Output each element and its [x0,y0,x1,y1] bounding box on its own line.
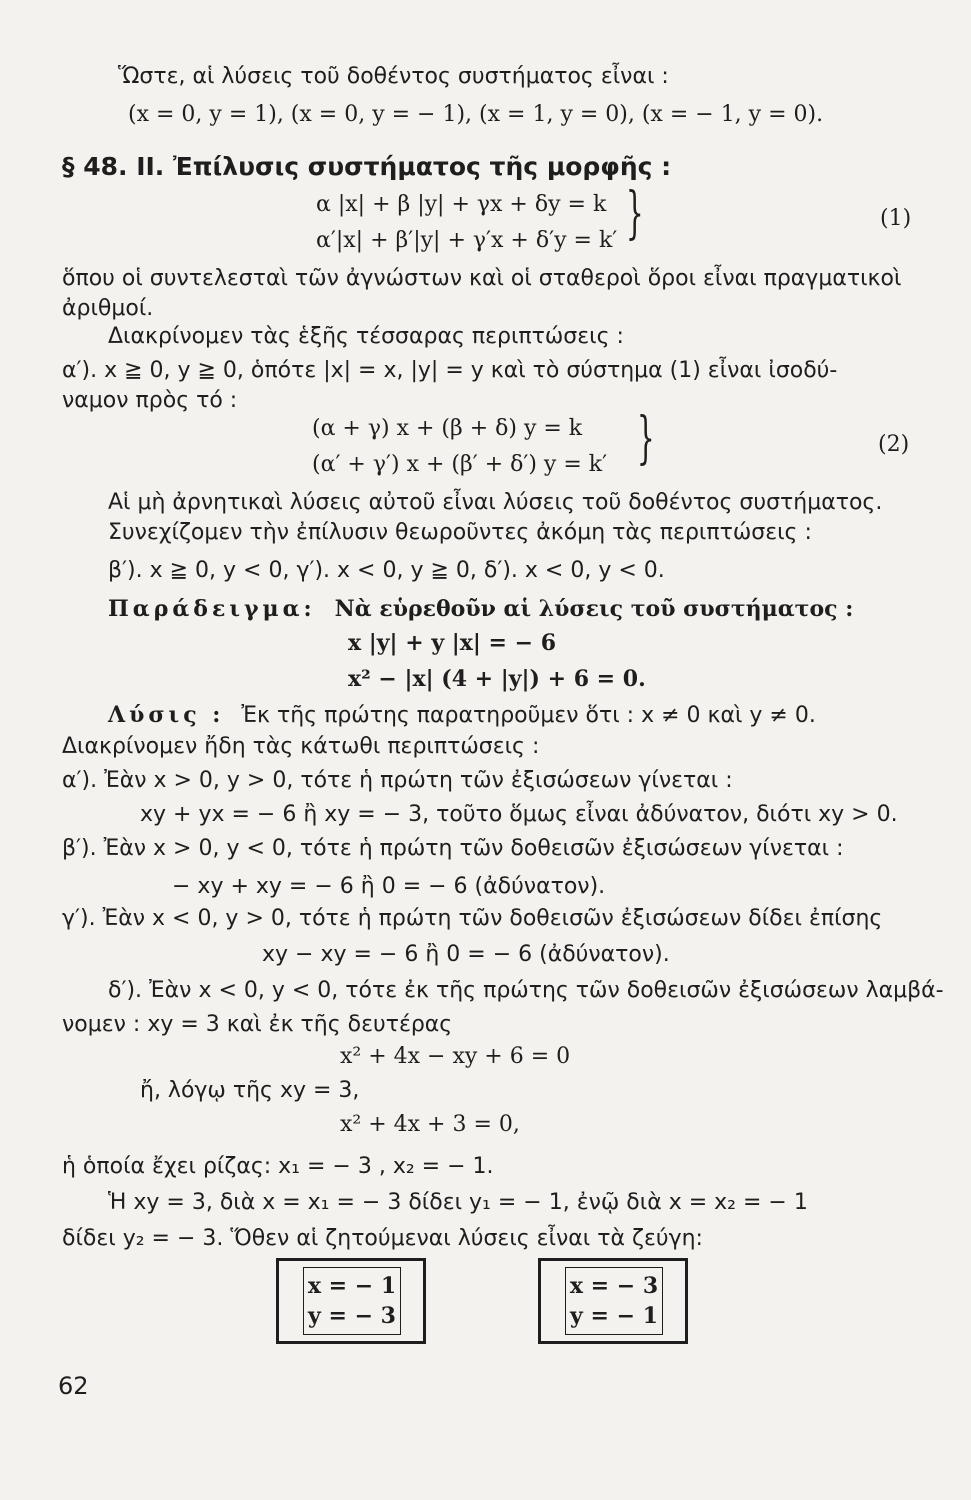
answer-1-y: y = − 3 [308,1303,396,1329]
example-eq2: x² − |x| (4 + |y|) + 6 = 0. [348,666,646,692]
equation-line: x² + 4x + 3 = 0, [340,1112,520,1137]
solution-line [108,700,816,731]
example-text: Νὰ εὑρεθοῦν αἱ λύσεις τοῦ συστήματος : [334,596,854,622]
answer-box-1-inner [303,1267,401,1335]
answer-1-x: x = − 1 [307,1273,397,1299]
example-line [108,594,853,625]
system1-eq2: α′|x| + β′|y| + γ′x + δ′y = k′ [316,228,618,253]
text-line: δίδει y₂ = − 3. Ὅθεν αἱ ζητούμεναι λύσεις εἶναι τὰ ζεύγη: [62,1226,703,1251]
text-line: ναμον πρὸς τό : [62,388,238,413]
text-line: Ὥστε, αἱ λύσεις τοῦ δοθέντος συστήματος εἶναι : [118,64,669,89]
text-line: α′). Ἐὰν x > 0, y > 0, τότε ἡ πρώτη τῶν ἐξισώσεων γίνεται : [62,768,733,793]
text-line: β′). Ἐὰν x > 0, y < 0, τότε ἡ πρώτη τῶν δοθεισῶν ἐξισώσεων γίνεται : [62,836,844,861]
answer-2-y: y = − 1 [570,1303,658,1329]
text-line: Ἡ xy = 3, διὰ x = x₁ = − 3 δίδει y₁ = − 1, ἐνῷ διὰ x = x₂ = − 1 [108,1190,808,1215]
system2-eq2: (α′ + γ′) x + (β′ + δ′) y = k′ [312,452,608,477]
example-label: Παράδειγμα: [108,596,316,622]
answer-box-2 [538,1258,688,1344]
text-line: Διακρίνομεν τὰς ἑξῆς τέσσαρας περιπτώσεις : [108,324,624,349]
text-line: β′). x ≧ 0, y < 0, γ′). x < 0, y ≧ 0, δ′). x < 0, y < 0. [108,558,665,583]
text-line: γ′). Ἐὰν x < 0, y > 0, τότε ἡ πρώτη τῶν δοθεισῶν ἐξισώσεων δίδει ἐπίσης [62,906,883,931]
text-line: ἤ, λόγῳ τῆς xy = 3, [140,1078,360,1103]
text-line: ὅπου οἱ συντελεσταὶ τῶν ἀγνώστων καὶ οἱ σταθεροὶ ὅροι εἶναι πραγματικοὶ [62,266,902,291]
brace: } [625,181,644,246]
text-line: Διακρίνομεν ἤδη τὰς κάτωθι περιπτώσεις : [62,734,540,759]
page-number: 62 [58,1372,89,1400]
system2-eq1: (α + γ) x + (β + δ) y = k [312,416,583,441]
answer-box-1 [276,1258,426,1344]
text-line: − xy + xy = − 6 ἢ 0 = − 6 (ἀδύνατον). [172,874,606,899]
text-line: xy + yx = − 6 ἢ xy = − 3, τοῦτο ὅμως εἶναι ἀδύνατον, διότι xy > 0. [140,802,898,827]
solution-text: Ἐκ τῆς πρώτης παρατηροῦμεν ὅτι : x ≠ 0 καὶ y ≠ 0. [241,703,816,728]
text-line: ἡ ὁποία ἔχει ρίζας: x₁ = − 3 , x₂ = − 1. [62,1154,494,1179]
brace: } [636,406,655,471]
answer-2-x: x = − 3 [569,1273,659,1299]
answer-box-2-inner [565,1267,663,1335]
text-line: ἀριθμοί. [62,296,154,321]
text-line: δ′). Ἐὰν x < 0, y < 0, τότε ἐκ τῆς πρώτης τῶν δοθεισῶν ἐξισώσεων λαμβά- [108,978,944,1003]
text-line: Συνεχίζομεν τὴν ἐπίλυσιν θεωροῦντες ἀκόμη τὰς περιπτώσεις : [108,520,812,545]
solution-label: Λύσις : [108,702,225,728]
solutions-list: (x = 0, y = 1), (x = 0, y = − 1), (x = 1, y = 0), (x = − 1, y = 0). [128,102,824,127]
section-heading: § 48. II. Ἐπίλυσις συστήματος τῆς μορφῆς : [62,152,672,181]
system1-eq1: α |x| + β |y| + γx + δy = k [316,192,607,217]
example-eq1: x |y| + y |x| = − 6 [348,630,557,656]
text-line: νομεν : xy = 3 καὶ ἐκ τῆς δευτέρας [62,1012,453,1037]
text-line: xy − xy = − 6 ἢ 0 = − 6 (ἀδύνατον). [262,942,670,967]
equation-line: x² + 4x − xy + 6 = 0 [340,1044,571,1069]
equation-number: (1) [880,206,912,231]
equation-number: (2) [878,432,910,457]
text-line: α′). x ≧ 0, y ≧ 0, ὁπότε |x| = x, |y| = y καὶ τὸ σύστημα (1) εἶναι ἰσοδύ- [62,358,838,383]
text-line: Αἱ μὴ ἀρνητικαὶ λύσεις αὐτοῦ εἶναι λύσεις τοῦ δοθέντος συστήματος. [108,490,883,515]
